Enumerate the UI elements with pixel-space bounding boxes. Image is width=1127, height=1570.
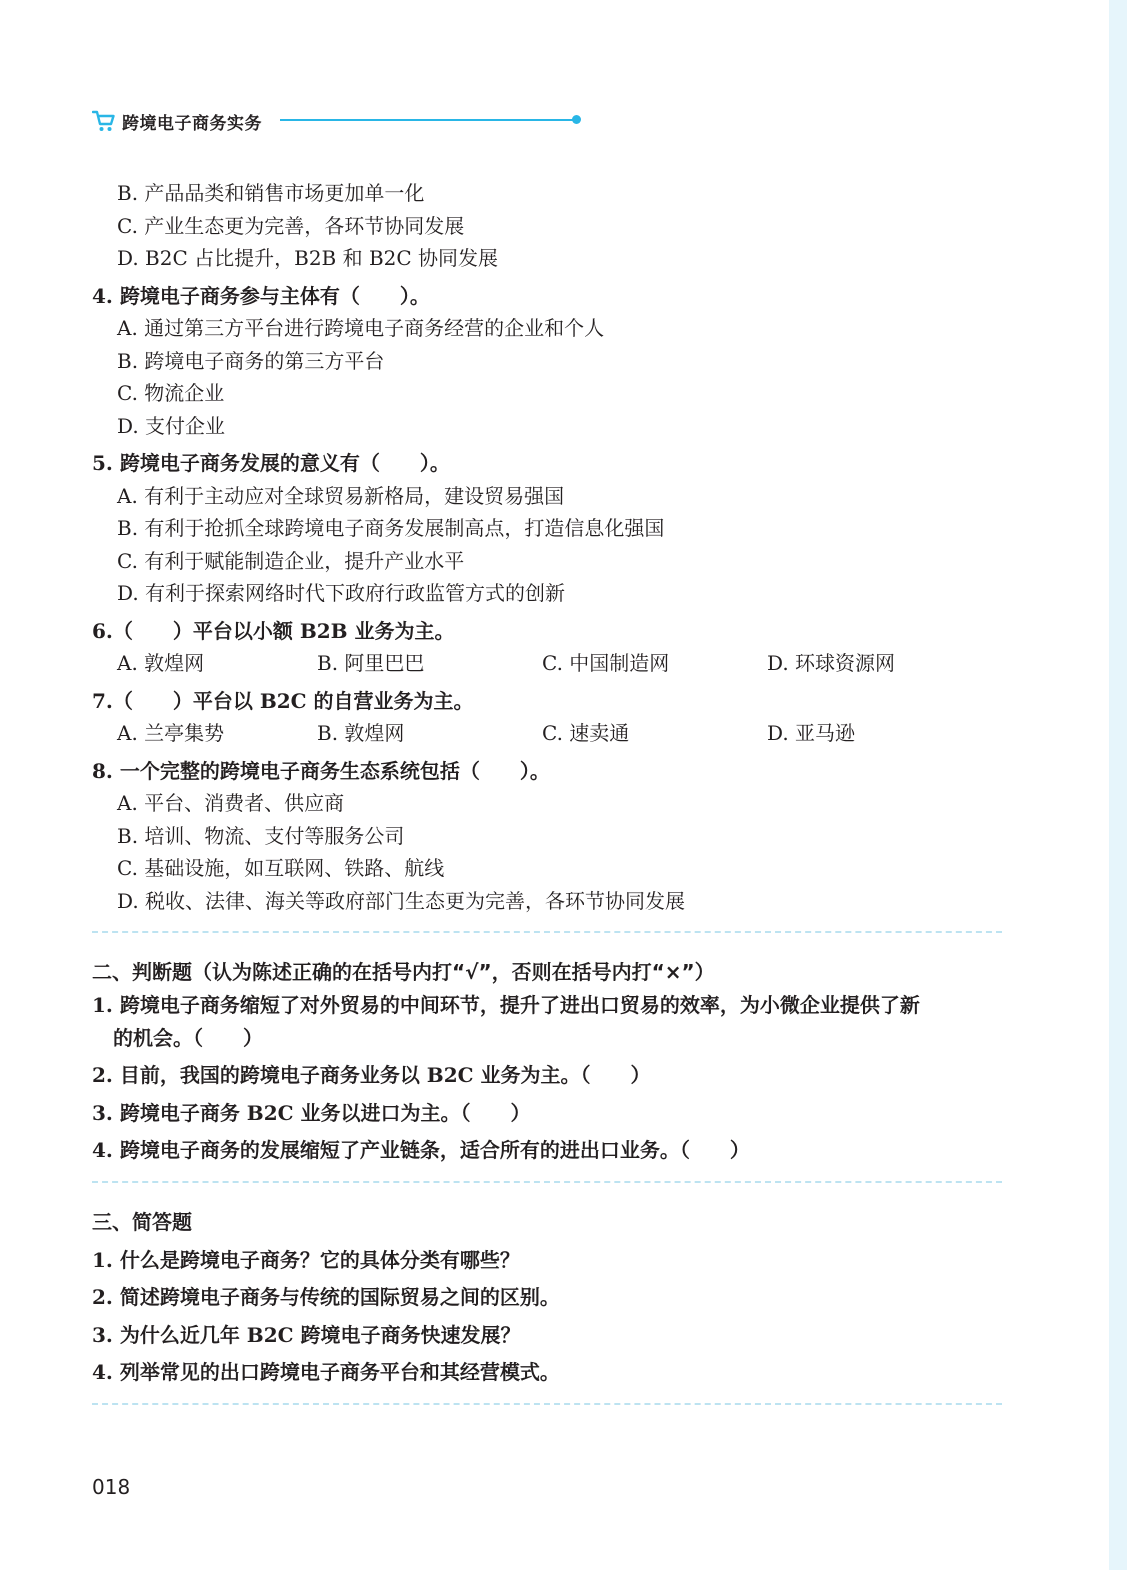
true-false-item: 2. 目前，我国的跨境电子商务业务以 B2C 业务为主。（ ）	[92, 1063, 651, 1087]
option: A. 敦煌网	[117, 651, 205, 675]
section-title-true-false: 二、判断题（认为陈述正确的在括号内打“√”，否则在括号内打“×”）	[92, 960, 715, 984]
option: C. 有利于赋能制造企业，提升产业水平	[117, 548, 465, 573]
option: B. 有利于抢抓全球跨境电子商务发展制高点，打造信息化强国	[117, 516, 665, 540]
short-answer-item: 1. 什么是跨境电子商务？它的具体分类有哪些？	[92, 1247, 520, 1272]
option: A. 平台、消费者、供应商	[117, 791, 345, 815]
header-rule	[280, 119, 576, 121]
question-stem: 4. 跨境电子商务参与主体有（ ）。	[92, 283, 430, 308]
short-answer-item: 3. 为什么近几年 B2C 跨境电子商务快速发展？	[92, 1322, 521, 1347]
option-row	[92, 717, 1002, 750]
option-row	[92, 647, 1002, 680]
option: C. 物流企业	[117, 381, 225, 405]
true-false-item: 1. 跨境电子商务缩短了对外贸易的中间环节，提升了进出口贸易的效率，为小微企业提供了新	[92, 993, 920, 1017]
option: B. 跨境电子商务的第三方平台	[117, 348, 385, 373]
question-stem: 8. 一个完整的跨境电子商务生态系统包括（ ）。	[92, 758, 550, 783]
section-divider	[92, 931, 1002, 933]
page-edge-band	[1109, 0, 1127, 1570]
section-divider	[92, 1403, 1002, 1405]
question-stem: 7.（ ）平台以 B2C 的自营业务为主。	[92, 688, 474, 713]
option: D. 环球资源网	[767, 651, 896, 675]
short-answer-item: 4. 列举常见的出口跨境电子商务平台和其经营模式。	[92, 1360, 560, 1384]
option: D. 支付企业	[117, 413, 226, 438]
shopping-cart-icon	[92, 109, 116, 133]
section-divider	[92, 1181, 1002, 1183]
option: A. 有利于主动应对全球贸易新格局，建设贸易强国	[117, 483, 565, 508]
option: B. 产品品类和销售市场更加单一化	[117, 181, 425, 205]
option: D. 税收、法律、海关等政府部门生态更为完善，各环节协同发展	[117, 888, 686, 913]
true-false-item-continued: 的机会。（ ）	[113, 1025, 263, 1050]
option: C. 产业生态更为完善，各环节协同发展	[117, 213, 465, 238]
question-stem: 6.（ ）平台以小额 B2B 业务为主。	[92, 618, 455, 643]
true-false-item: 3. 跨境电子商务 B2C 业务以进口为主。（ ）	[92, 1100, 531, 1125]
option: B. 敦煌网	[317, 721, 405, 745]
option: A. 通过第三方平台进行跨境电子商务经营的企业和个人	[117, 316, 605, 340]
option: B. 培训、物流、支付等服务公司	[117, 823, 405, 848]
option: C. 中国制造网	[542, 651, 670, 675]
true-false-item: 4. 跨境电子商务的发展缩短了产业链条，适合所有的进出口业务。（ ）	[92, 1138, 750, 1162]
option: C. 基础设施，如互联网、铁路、航线	[117, 856, 445, 880]
page-number: 018	[92, 1475, 131, 1499]
section-title-short-answer: 三、简答题	[92, 1209, 192, 1234]
question-stem: 5. 跨境电子商务发展的意义有（ ）。	[92, 451, 450, 475]
option: C. 速卖通	[542, 721, 630, 745]
option: D. 亚马逊	[767, 721, 856, 745]
option: D. B2C 占比提升，B2B 和 B2C 协同发展	[117, 246, 499, 270]
option: A. 兰亭集势	[117, 721, 225, 745]
option: D. 有利于探索网络时代下政府行政监管方式的创新	[117, 581, 566, 605]
short-answer-item: 2. 简述跨境电子商务与传统的国际贸易之间的区别。	[92, 1285, 560, 1309]
option: B. 阿里巴巴	[317, 651, 425, 675]
running-header	[92, 106, 262, 136]
book-title: 跨境电子商务实务	[122, 113, 262, 134]
page-content	[92, 177, 1002, 1427]
header-rule-dot	[572, 115, 581, 124]
